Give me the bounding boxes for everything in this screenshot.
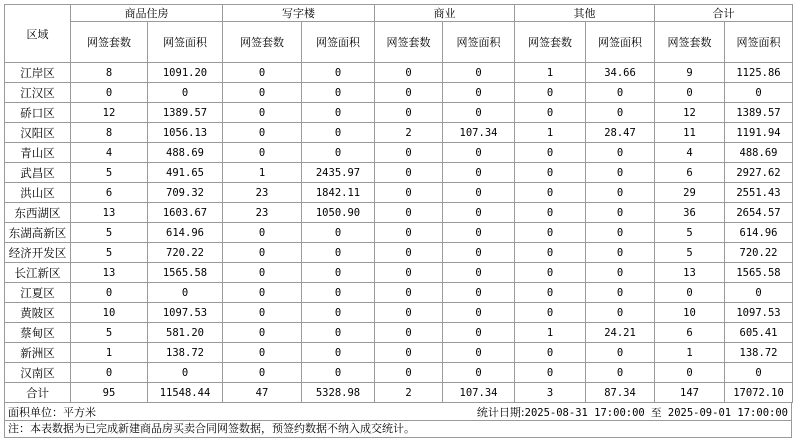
count-cell: 47 bbox=[223, 383, 302, 403]
area-cell: 0 bbox=[725, 83, 793, 103]
sub-header-row bbox=[5, 22, 793, 63]
count-cell: 5 bbox=[71, 243, 148, 263]
count-cell: 0 bbox=[71, 283, 148, 303]
area-cell: 0 bbox=[586, 243, 655, 263]
count-cell: 4 bbox=[655, 143, 725, 163]
area-cell: 0 bbox=[443, 103, 515, 123]
region-cell: 青山区 bbox=[5, 143, 71, 163]
area-cell: 0 bbox=[148, 283, 223, 303]
count-cell: 0 bbox=[223, 123, 302, 143]
group-header-commercial: 商业 bbox=[375, 5, 515, 22]
count-cell: 1 bbox=[655, 343, 725, 363]
count-cell: 1 bbox=[223, 163, 302, 183]
count-cell: 13 bbox=[71, 203, 148, 223]
count-cell: 5 bbox=[71, 223, 148, 243]
area-cell: 2551.43 bbox=[725, 183, 793, 203]
area-cell: 107.34 bbox=[443, 123, 515, 143]
count-cell: 0 bbox=[375, 343, 443, 363]
count-cell: 0 bbox=[515, 243, 586, 263]
group-header-residential: 商品住房 bbox=[71, 5, 223, 22]
count-cell: 11 bbox=[655, 123, 725, 143]
table-row bbox=[5, 283, 793, 303]
count-cell: 0 bbox=[515, 343, 586, 363]
area-cell: 709.32 bbox=[148, 183, 223, 203]
area-cell: 0 bbox=[586, 143, 655, 163]
count-cell: 0 bbox=[515, 163, 586, 183]
count-cell: 23 bbox=[223, 183, 302, 203]
area-cell: 5328.98 bbox=[302, 383, 375, 403]
area-cell: 0 bbox=[586, 263, 655, 283]
count-cell: 147 bbox=[655, 383, 725, 403]
count-cell: 1 bbox=[515, 323, 586, 343]
area-cell: 1050.90 bbox=[302, 203, 375, 223]
stat-date bbox=[474, 404, 791, 420]
table-row bbox=[5, 263, 793, 283]
count-cell: 12 bbox=[71, 103, 148, 123]
sub-header-count: 网签套数 bbox=[515, 22, 586, 63]
area-cell: 0 bbox=[725, 363, 793, 383]
area-cell: 1389.57 bbox=[725, 103, 793, 123]
area-cell: 491.65 bbox=[148, 163, 223, 183]
count-cell: 0 bbox=[515, 83, 586, 103]
count-cell: 0 bbox=[223, 243, 302, 263]
count-cell: 8 bbox=[71, 123, 148, 143]
count-cell: 0 bbox=[375, 363, 443, 383]
region-cell: 江岸区 bbox=[5, 63, 71, 83]
area-cell: 0 bbox=[302, 83, 375, 103]
count-cell: 0 bbox=[515, 303, 586, 323]
table-row bbox=[5, 103, 793, 123]
region-cell: 经济开发区 bbox=[5, 243, 71, 263]
area-cell: 0 bbox=[443, 143, 515, 163]
area-cell: 2435.97 bbox=[302, 163, 375, 183]
count-cell: 2 bbox=[375, 383, 443, 403]
area-cell: 0 bbox=[586, 343, 655, 363]
count-cell: 13 bbox=[655, 263, 725, 283]
count-cell: 0 bbox=[375, 223, 443, 243]
area-cell: 138.72 bbox=[148, 343, 223, 363]
group-header-office: 写字楼 bbox=[223, 5, 375, 22]
count-cell: 10 bbox=[655, 303, 725, 323]
group-header-row bbox=[5, 5, 793, 22]
count-cell: 0 bbox=[375, 263, 443, 283]
stat-date-range: 2025-08-31 17:00:00 至 2025-09-01 17:00:00 bbox=[524, 406, 788, 419]
region-cell: 武昌区 bbox=[5, 163, 71, 183]
area-cell: 138.72 bbox=[725, 343, 793, 363]
sales-report bbox=[4, 4, 792, 438]
table-row bbox=[5, 243, 793, 263]
count-cell: 0 bbox=[515, 183, 586, 203]
table-row bbox=[5, 343, 793, 363]
area-cell: 0 bbox=[302, 63, 375, 83]
area-cell: 0 bbox=[302, 143, 375, 163]
area-cell: 0 bbox=[586, 183, 655, 203]
region-cell: 合计 bbox=[5, 383, 71, 403]
sub-header-count: 网签套数 bbox=[223, 22, 302, 63]
count-cell: 36 bbox=[655, 203, 725, 223]
area-cell: 0 bbox=[586, 163, 655, 183]
area-cell: 720.22 bbox=[148, 243, 223, 263]
count-cell: 6 bbox=[655, 163, 725, 183]
count-cell: 0 bbox=[375, 103, 443, 123]
area-cell: 720.22 bbox=[725, 243, 793, 263]
table-row bbox=[5, 163, 793, 183]
count-cell: 8 bbox=[71, 63, 148, 83]
count-cell: 0 bbox=[375, 283, 443, 303]
count-cell: 0 bbox=[375, 163, 443, 183]
count-cell: 0 bbox=[375, 83, 443, 103]
count-cell: 0 bbox=[223, 303, 302, 323]
table-row bbox=[5, 303, 793, 323]
area-cell: 0 bbox=[586, 203, 655, 223]
count-cell: 2 bbox=[375, 123, 443, 143]
count-cell: 0 bbox=[375, 243, 443, 263]
count-cell: 0 bbox=[223, 363, 302, 383]
area-cell: 0 bbox=[302, 223, 375, 243]
area-cell: 0 bbox=[443, 223, 515, 243]
count-cell: 0 bbox=[375, 203, 443, 223]
region-cell: 东西湖区 bbox=[5, 203, 71, 223]
count-cell: 13 bbox=[71, 263, 148, 283]
count-cell: 0 bbox=[223, 223, 302, 243]
area-cell: 0 bbox=[302, 343, 375, 363]
area-cell: 1125.86 bbox=[725, 63, 793, 83]
region-cell: 蔡甸区 bbox=[5, 323, 71, 343]
count-cell: 0 bbox=[223, 63, 302, 83]
area-cell: 0 bbox=[443, 243, 515, 263]
count-cell: 12 bbox=[655, 103, 725, 123]
group-header-total: 合计 bbox=[655, 5, 793, 22]
table-row bbox=[5, 63, 793, 83]
area-cell: 1097.53 bbox=[148, 303, 223, 323]
sales-table bbox=[4, 4, 793, 403]
area-cell: 24.21 bbox=[586, 323, 655, 343]
count-cell: 6 bbox=[655, 323, 725, 343]
area-cell: 0 bbox=[302, 243, 375, 263]
area-cell: 0 bbox=[586, 83, 655, 103]
count-cell: 9 bbox=[655, 63, 725, 83]
area-cell: 0 bbox=[586, 283, 655, 303]
area-cell: 614.96 bbox=[148, 223, 223, 243]
area-cell: 1842.11 bbox=[302, 183, 375, 203]
count-cell: 0 bbox=[375, 323, 443, 343]
count-cell: 6 bbox=[71, 183, 148, 203]
region-cell: 新洲区 bbox=[5, 343, 71, 363]
count-cell: 1 bbox=[71, 343, 148, 363]
area-cell: 0 bbox=[443, 263, 515, 283]
count-cell: 0 bbox=[223, 343, 302, 363]
count-cell: 0 bbox=[655, 363, 725, 383]
sub-header-area: 网签面积 bbox=[443, 22, 515, 63]
region-cell: 黄陂区 bbox=[5, 303, 71, 323]
sub-header-area: 网签面积 bbox=[302, 22, 375, 63]
area-cell: 0 bbox=[302, 323, 375, 343]
area-cell: 1097.53 bbox=[725, 303, 793, 323]
count-cell: 0 bbox=[375, 143, 443, 163]
count-cell: 1 bbox=[515, 63, 586, 83]
count-cell: 3 bbox=[515, 383, 586, 403]
area-cell: 11548.44 bbox=[148, 383, 223, 403]
count-cell: 0 bbox=[515, 283, 586, 303]
count-cell: 0 bbox=[375, 303, 443, 323]
region-header: 区域 bbox=[5, 5, 71, 63]
count-cell: 0 bbox=[515, 223, 586, 243]
count-cell: 5 bbox=[71, 323, 148, 343]
count-cell: 0 bbox=[223, 83, 302, 103]
area-cell: 0 bbox=[443, 343, 515, 363]
total-row bbox=[5, 383, 793, 403]
area-cell: 0 bbox=[586, 223, 655, 243]
area-cell: 488.69 bbox=[148, 143, 223, 163]
area-unit: 面积单位：平方米 bbox=[8, 405, 96, 419]
table-row bbox=[5, 83, 793, 103]
area-cell: 0 bbox=[586, 103, 655, 123]
area-cell: 0 bbox=[586, 363, 655, 383]
sub-header-count: 网签套数 bbox=[655, 22, 725, 63]
count-cell: 0 bbox=[223, 263, 302, 283]
count-cell: 0 bbox=[375, 183, 443, 203]
count-cell: 0 bbox=[375, 63, 443, 83]
count-cell: 0 bbox=[515, 363, 586, 383]
area-cell: 2654.57 bbox=[725, 203, 793, 223]
count-cell: 0 bbox=[223, 143, 302, 163]
count-cell: 29 bbox=[655, 183, 725, 203]
count-cell: 5 bbox=[655, 223, 725, 243]
count-cell: 0 bbox=[655, 283, 725, 303]
footnote: 注：本表数据为已完成新建商品房买卖合同网签数据，预签约数据不纳入成交统计。 bbox=[4, 421, 792, 438]
region-cell: 江汉区 bbox=[5, 83, 71, 103]
count-cell: 23 bbox=[223, 203, 302, 223]
region-cell: 洪山区 bbox=[5, 183, 71, 203]
count-cell: 0 bbox=[515, 203, 586, 223]
footer-row bbox=[4, 403, 792, 421]
count-cell: 0 bbox=[515, 143, 586, 163]
table-row bbox=[5, 123, 793, 143]
area-cell: 0 bbox=[443, 63, 515, 83]
area-cell: 605.41 bbox=[725, 323, 793, 343]
area-cell: 0 bbox=[443, 363, 515, 383]
count-cell: 0 bbox=[223, 323, 302, 343]
table-row bbox=[5, 143, 793, 163]
area-cell: 0 bbox=[443, 183, 515, 203]
region-cell: 东湖高新区 bbox=[5, 223, 71, 243]
count-cell: 0 bbox=[223, 283, 302, 303]
area-cell: 1603.67 bbox=[148, 203, 223, 223]
region-cell: 硚口区 bbox=[5, 103, 71, 123]
area-cell: 1565.58 bbox=[725, 263, 793, 283]
area-cell: 34.66 bbox=[586, 63, 655, 83]
area-cell: 0 bbox=[443, 163, 515, 183]
area-cell: 1565.58 bbox=[148, 263, 223, 283]
stat-date-label: 统计日期: bbox=[476, 405, 525, 419]
area-cell: 0 bbox=[148, 363, 223, 383]
area-cell: 614.96 bbox=[725, 223, 793, 243]
region-cell: 江夏区 bbox=[5, 283, 71, 303]
area-cell: 0 bbox=[302, 303, 375, 323]
area-cell: 0 bbox=[443, 283, 515, 303]
area-cell: 0 bbox=[302, 103, 375, 123]
area-cell: 488.69 bbox=[725, 143, 793, 163]
count-cell: 5 bbox=[71, 163, 148, 183]
area-cell: 0 bbox=[302, 123, 375, 143]
area-cell: 107.34 bbox=[443, 383, 515, 403]
area-cell: 2927.62 bbox=[725, 163, 793, 183]
area-cell: 0 bbox=[302, 283, 375, 303]
area-cell: 28.47 bbox=[586, 123, 655, 143]
count-cell: 5 bbox=[655, 243, 725, 263]
area-cell: 0 bbox=[302, 363, 375, 383]
count-cell: 0 bbox=[71, 363, 148, 383]
region-cell: 长江新区 bbox=[5, 263, 71, 283]
sub-header-area: 网签面积 bbox=[725, 22, 793, 63]
area-cell: 1056.13 bbox=[148, 123, 223, 143]
area-cell: 0 bbox=[148, 83, 223, 103]
count-cell: 0 bbox=[223, 103, 302, 123]
count-cell: 0 bbox=[515, 103, 586, 123]
region-cell: 汉阳区 bbox=[5, 123, 71, 143]
table-row bbox=[5, 183, 793, 203]
area-cell: 0 bbox=[443, 323, 515, 343]
area-cell: 0 bbox=[443, 303, 515, 323]
count-cell: 0 bbox=[71, 83, 148, 103]
table-row bbox=[5, 363, 793, 383]
area-cell: 581.20 bbox=[148, 323, 223, 343]
region-cell: 汉南区 bbox=[5, 363, 71, 383]
count-cell: 95 bbox=[71, 383, 148, 403]
area-cell: 87.34 bbox=[586, 383, 655, 403]
sub-header-area: 网签面积 bbox=[148, 22, 223, 63]
area-cell: 0 bbox=[586, 303, 655, 323]
table-row bbox=[5, 223, 793, 243]
area-cell: 17072.10 bbox=[725, 383, 793, 403]
table-body bbox=[5, 63, 793, 403]
table-row bbox=[5, 323, 793, 343]
sub-header-count: 网签套数 bbox=[375, 22, 443, 63]
count-cell: 0 bbox=[515, 263, 586, 283]
area-cell: 1091.20 bbox=[148, 63, 223, 83]
area-cell: 1191.94 bbox=[725, 123, 793, 143]
area-cell: 0 bbox=[725, 283, 793, 303]
count-cell: 1 bbox=[515, 123, 586, 143]
area-cell: 0 bbox=[443, 83, 515, 103]
sub-header-area: 网签面积 bbox=[586, 22, 655, 63]
area-cell: 0 bbox=[443, 203, 515, 223]
count-cell: 0 bbox=[655, 83, 725, 103]
count-cell: 10 bbox=[71, 303, 148, 323]
table-row bbox=[5, 203, 793, 223]
group-header-other: 其他 bbox=[515, 5, 655, 22]
sub-header-count: 网签套数 bbox=[71, 22, 148, 63]
area-cell: 1389.57 bbox=[148, 103, 223, 123]
count-cell: 4 bbox=[71, 143, 148, 163]
area-cell: 0 bbox=[302, 263, 375, 283]
